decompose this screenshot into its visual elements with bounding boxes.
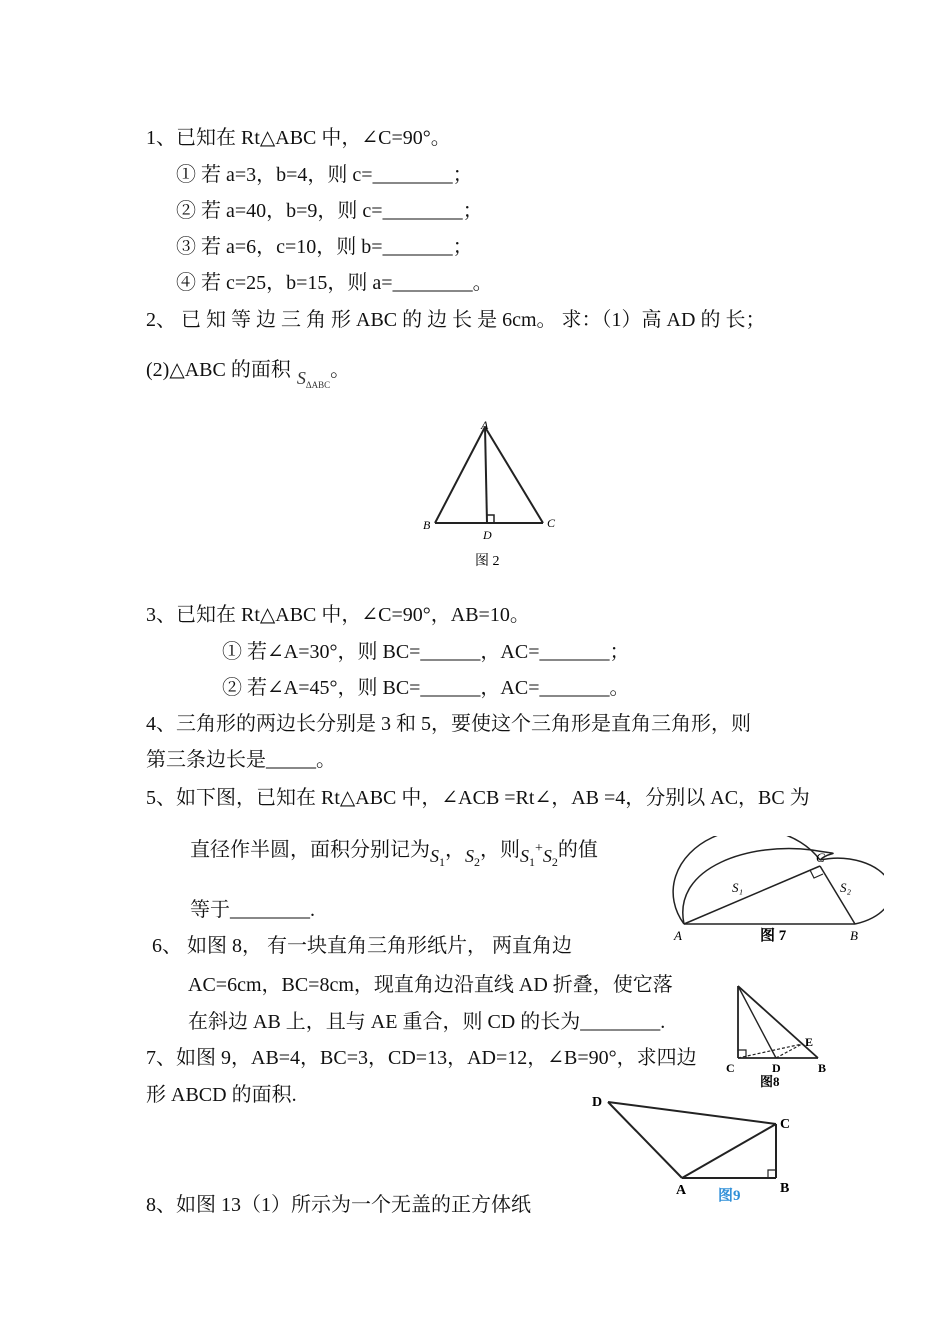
fig8-de-dashed: [776, 1044, 802, 1058]
fig2-caption: 图 2: [475, 554, 500, 569]
q3-stem: 3、已知在 Rt△ABC 中，∠C=90°，AB=10。: [146, 604, 530, 626]
q5-s2-b: S: [542, 846, 552, 866]
q3-item-1: ① 若∠A=30°，则 BC=______，AC=_______；: [222, 641, 630, 663]
q6-line3: 在斜边 AB 上，且与 AE 重合，则 CD 的长为________.: [188, 1011, 666, 1033]
fig9-side-dc: [608, 1102, 776, 1124]
fig9-right-angle-mark: [768, 1170, 776, 1178]
q1-stem: 1、已知在 Rt△ABC 中，∠C=90°。: [146, 127, 451, 149]
q7-line1: 7、如图 9，AB=4，BC=3，CD=13，AD=12，∠B=90°，求四边: [146, 1047, 697, 1069]
fig9-label-b: B: [780, 1181, 790, 1196]
q5-s2-sub-b: 2: [551, 855, 558, 869]
q5-line1: 5、如下图，已知在 Rt△ABC 中，∠ACB =Rt∠，AB =4，分别以 AC，BC 为: [146, 787, 810, 809]
q2-figure: [415, 415, 565, 575]
q8-line1: 8、如图 13（1）所示为一个无盖的正方体纸: [146, 1194, 531, 1216]
fig9-label-d: D: [592, 1095, 603, 1110]
fig2-label-c: C: [547, 516, 556, 530]
q1-item-3: ③ 若 a=6，c=10，则 b=_______；: [176, 236, 473, 258]
fig2-label-b: B: [423, 518, 431, 532]
q5-line2-end: 的值: [557, 839, 598, 861]
fig8-label-e: E: [805, 1035, 814, 1049]
q5-line2-mid: ，则: [480, 839, 520, 861]
q2-line1: 2、 已 知 等 边 三 角 形 ABC 的 边 长 是 6cm。 求：（1）高 AD 的 长；: [146, 309, 766, 331]
q5-plus: +: [535, 841, 543, 856]
q5-s1-sub: 1: [439, 855, 445, 869]
q5-figure: [672, 836, 884, 948]
q5-s1-sub-b: 1: [529, 855, 535, 869]
q5-s2: S: [465, 846, 474, 866]
fig2-side-ab: [435, 427, 485, 523]
q5-line3: 等于________.: [190, 899, 315, 921]
q3-item-2: ② 若∠A=45°，则 BC=______，AC=_______。: [222, 677, 630, 699]
fig9-caption: 图9: [718, 1188, 741, 1204]
q6-figure: [720, 978, 838, 1092]
fig8-label-c: C: [726, 1061, 735, 1075]
q4-line2: 第三条边长是_____。: [146, 749, 336, 771]
q7-figure: [586, 1088, 806, 1206]
fig7-label-s2: S₂: [840, 880, 852, 895]
q2-line2-end: 。: [330, 359, 351, 381]
fig7-label-s1: S₁: [732, 880, 744, 895]
q5-line2-pre: 直径作半圆，面积分别记为: [190, 839, 430, 861]
q2-line2: (2)△ABC 的面积: [146, 359, 291, 381]
q1-item-2: ② 若 a=40，b=9，则 c=________；: [176, 200, 483, 222]
q4-line1: 4、三角形的两边长分别是 3 和 5，要使这个三角形是直角三角形，则: [146, 713, 751, 735]
fig7-leg-ac: [684, 866, 820, 924]
q5-s1: S: [430, 846, 439, 866]
q1-item-4: ④ 若 c=25，b=15，则 a=________。: [176, 272, 493, 294]
fig7-caption: 图 7: [760, 928, 787, 944]
q6-line1: 6、 如图 8， 有一块直角三角形纸片， 两直角边: [152, 935, 572, 957]
q5-line2-row: 直径作半圆，面积分别记为$S_1$，$S_2$，则$S_1^+S_2$的值: [190, 839, 598, 869]
q7-line2: 形 ABCD 的面积.: [146, 1084, 297, 1106]
fig7-right-angle-mark: [810, 870, 823, 878]
q2-area-subscript: ΔABC: [305, 380, 331, 390]
fig7-semicircle-bc: [820, 858, 884, 924]
fig9-diagonal-ac: [682, 1124, 776, 1178]
fig2-side-ac: [485, 427, 543, 523]
fig8-caption: 图8: [760, 1074, 780, 1089]
q1-item-1: ① 若 a=3，b=4，则 c=________；: [176, 164, 473, 186]
fig2-label-d: D: [483, 528, 492, 542]
q6-line2: AC=6cm，BC=8cm，现直角边沿直线 AD 折叠，使它落: [188, 974, 673, 996]
q2-area-symbol: S: [296, 368, 306, 388]
q5-s2-sub: 2: [474, 855, 480, 869]
q5-s1-b: S: [520, 846, 529, 866]
fig7-leg-bc: [820, 866, 855, 924]
fig8-fold-ad: [738, 986, 776, 1058]
fig7-label-a: A: [674, 928, 682, 943]
fig2-altitude-ad: [485, 427, 487, 523]
fig8-label-b: B: [818, 1061, 827, 1075]
fig2-right-angle-mark: [487, 515, 494, 523]
fig2-label-a: A: [481, 418, 489, 432]
fig9-label-c: C: [780, 1117, 791, 1132]
fig9-side-da: [608, 1102, 682, 1178]
fig7-semicircle-ac: [683, 849, 833, 924]
fig7-label-b: B: [850, 928, 858, 943]
fig8-label-d: D: [772, 1061, 781, 1075]
fig7-label-c: C: [816, 850, 825, 865]
fig9-label-a: A: [676, 1183, 687, 1198]
